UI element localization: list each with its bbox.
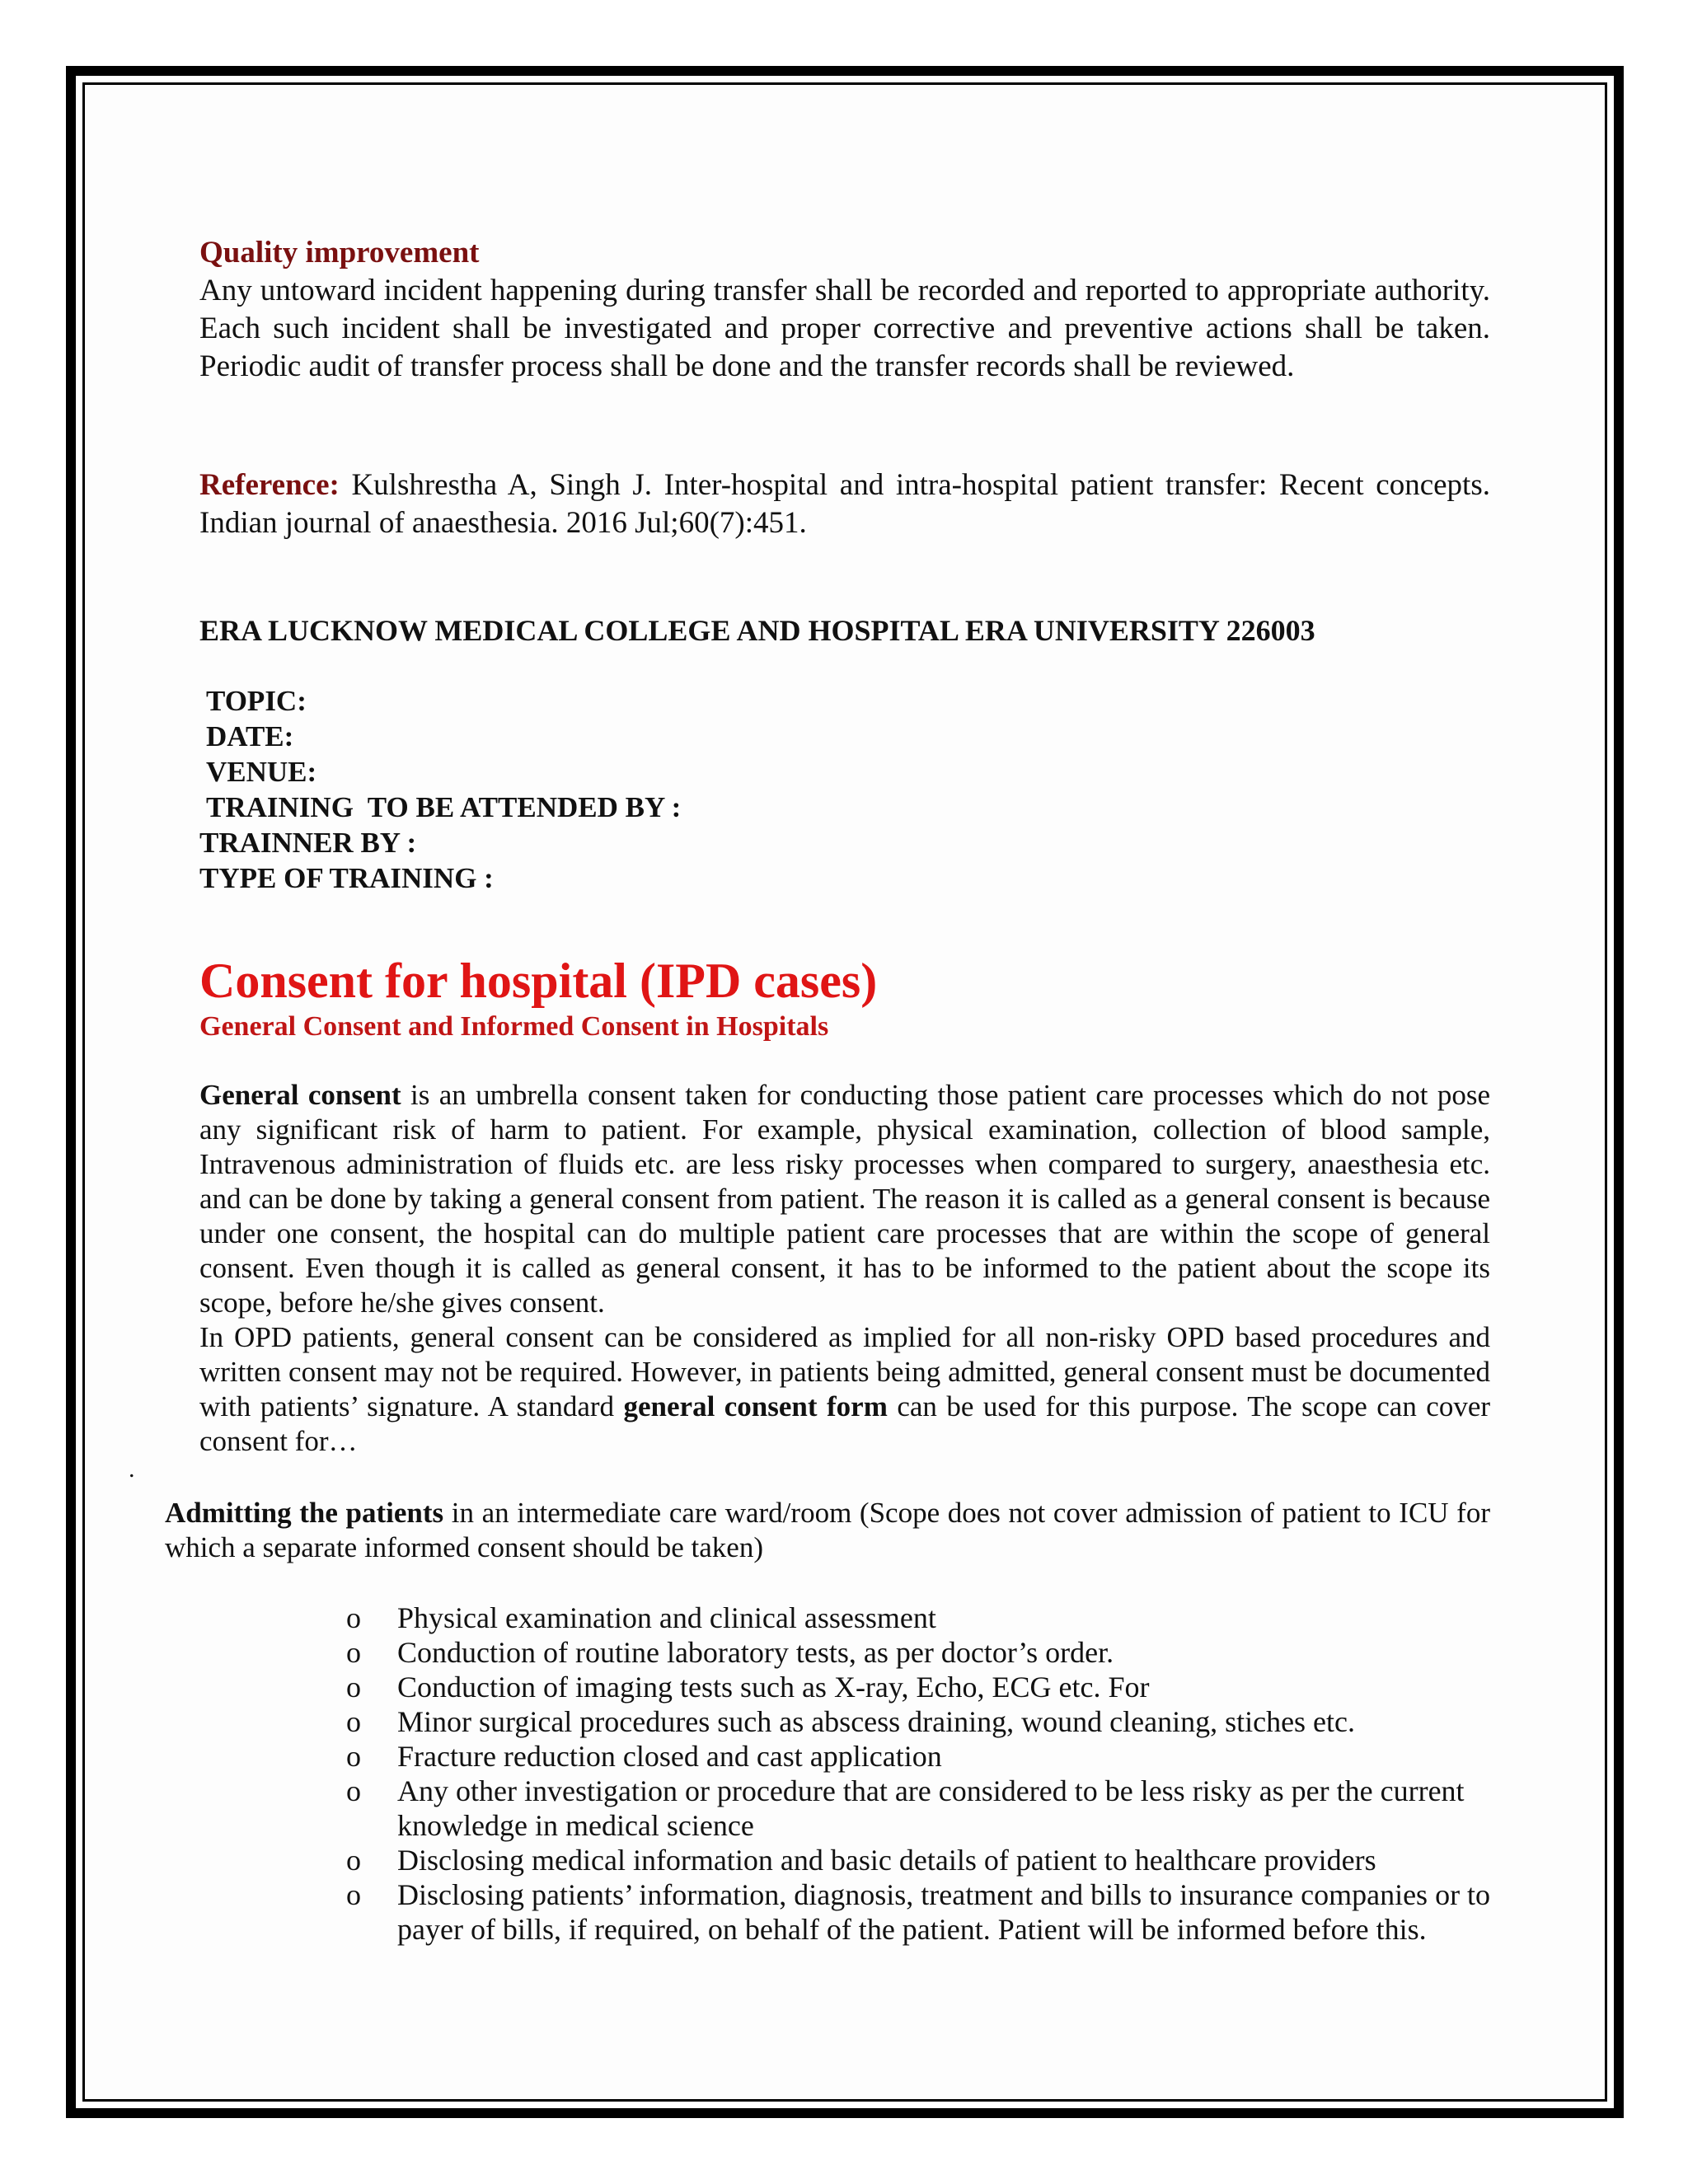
- consent-subtitle: General Consent and Informed Consent in Hospitals: [199, 1011, 829, 1042]
- reference-section: [199, 466, 1490, 542]
- general-consent-term: General consent: [199, 1079, 401, 1111]
- list-item: o Any other investigation or procedure that are considered to be less risky as per the current knowledge in medical science: [346, 1774, 1465, 1842]
- list-item: o Physical examination and clinical assessment: [346, 1601, 936, 1634]
- list-item: o Conduction of imaging tests such as X-ray, Echo, ECG etc. For: [346, 1671, 1150, 1704]
- consent-body: [199, 1078, 1490, 1459]
- general-consent-form-term: general consent form: [623, 1390, 888, 1422]
- bullet-marker: o: [346, 1844, 361, 1877]
- admitting-term: Admitting the patients: [165, 1497, 444, 1529]
- institution-title: ERA LUCKNOW MEDICAL COLLEGE AND HOSPITAL ERA UNIVERSITY 226003: [199, 614, 1315, 647]
- venue-label: VENUE:: [206, 756, 317, 788]
- consent-heading-block: [199, 952, 1490, 1044]
- training-type-label: TYPE OF TRAINING :: [199, 862, 494, 894]
- training-fields: [199, 683, 1490, 896]
- list-item: o Fracture reduction closed and cast application: [346, 1740, 942, 1773]
- consent-scope-list: [346, 1601, 1492, 1947]
- bullet-marker: o: [346, 1774, 361, 1807]
- bullet-marker: o: [346, 1878, 361, 1911]
- list-item: o Disclosing patients’ information, diagnosis, treatment and bills to insurance companies or to payer of bills, if required, on behalf of the patient. Patient will be informed before this.: [346, 1878, 1491, 1946]
- stray-dot: .: [129, 1455, 135, 1483]
- reference-text: Kulshrestha A, Singh J. Inter-hospital and intra-hospital patient transfer: Recent concepts. Indian journal of anaesthesia. 2016 Jul;60(7):451.: [199, 468, 1490, 540]
- quality-heading: Quality improvement: [199, 236, 480, 269]
- consent-title: Consent for hospital (IPD cases): [199, 954, 878, 1008]
- trainer-by-label: TRAINNER BY :: [199, 827, 417, 859]
- reference-label: Reference:: [199, 468, 340, 502]
- bullet-marker: o: [346, 1636, 361, 1669]
- bullet-marker: o: [346, 1740, 361, 1773]
- admitting-paragraph: Admitting the patients in an intermediate care ward/room (Scope does not cover admission of patient to ICU for which a separate informed consent should be taken): [165, 1497, 1490, 1563]
- topic-label: TOPIC:: [206, 685, 307, 717]
- list-item: o Conduction of routine laboratory tests, as per doctor’s order.: [346, 1636, 1114, 1669]
- list-item: o Minor surgical procedures such as abscess draining, wound cleaning, stiches etc.: [346, 1705, 1356, 1738]
- list-item: o Disclosing medical information and basic details of patient to healthcare providers: [346, 1844, 1376, 1877]
- attended-by-label: TRAINING TO BE ATTENDED BY :: [206, 791, 682, 823]
- admitting-section: [165, 1496, 1490, 1565]
- reference-paragraph: [199, 466, 1490, 542]
- general-consent-paragraph: General consent is an umbrella consent taken for conducting those patient care processes which do not pose any significant risk of harm to patient. For example, physical examination, collection of blood sample, Intravenous administration of fluids etc. are less risky processes when compared to surgery, anaesthesia etc. and can be done by taking a general consent from patient. The reason it is called as a general consent is because under one consent, the hospital can do multiple patient care processes that are within the scope of general consent. Even though it is called as general consent, it has to be informed to the patient about the scope its scope, before he/she gives consent.: [199, 1079, 1490, 1319]
- quality-section: [199, 234, 1490, 386]
- bullet-marker: o: [346, 1671, 361, 1704]
- bullet-marker: o: [346, 1705, 361, 1738]
- opd-consent-paragraph: In OPD patients, general consent can be considered as implied for all non-risky OPD based procedures and written consent may not be required. However, in patients being admitted, general consent must be documented with patients’ signature. A standard general consent form can be used for this purpose. The scope can cover consent for…: [199, 1321, 1491, 1457]
- bullet-marker: o: [346, 1601, 361, 1634]
- date-label: DATE:: [206, 720, 294, 752]
- quality-body: Any untoward incident happening during transfer shall be recorded and reported to appropriate authority. Each such incident shall be investigated and proper corrective and preventive actions shall be taken. Periodic audit of transfer process shall be done and the transfer records shall be reviewed.: [199, 274, 1490, 383]
